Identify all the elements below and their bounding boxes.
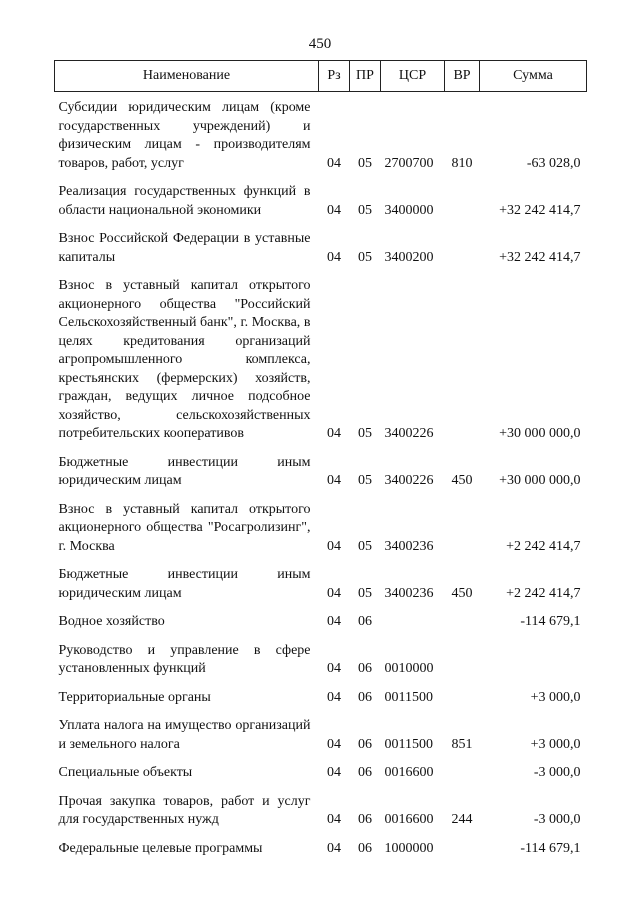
- cell-sum: -114 679,1: [520, 614, 581, 629]
- table-row: [55, 635, 587, 682]
- cell-pr: 05: [358, 473, 372, 488]
- header-pr: ПР: [350, 61, 381, 92]
- cell-name: Территориальные органы: [58, 689, 211, 705]
- table-row: [55, 494, 587, 560]
- cell-rz: 04: [327, 840, 341, 856]
- cell-pr: 06: [358, 812, 372, 827]
- header-name: Наименование: [55, 61, 319, 92]
- cell-sum: -3 000,0: [533, 812, 581, 827]
- table-body: [55, 92, 587, 862]
- cell-csr: [381, 606, 445, 635]
- cell-vr: [445, 682, 480, 711]
- header-rz: Рз: [319, 61, 350, 92]
- cell-vr: [445, 270, 480, 447]
- cell-csr: 0011500: [384, 689, 433, 705]
- cell-pr: 06: [358, 614, 372, 629]
- cell-csr: 3400226: [384, 426, 434, 441]
- cell-vr: [445, 494, 480, 560]
- cell-sum: +32 242 414,7: [499, 249, 581, 265]
- header-vr: ВР: [445, 61, 480, 92]
- table-row: [55, 606, 587, 635]
- cell-rz: 04: [327, 614, 341, 629]
- cell-pr: 05: [358, 202, 372, 218]
- cell-name: Взнос Российской Федерации в уставные капиталы: [58, 231, 311, 265]
- cell-vr: 851: [451, 736, 473, 752]
- cell-rz: 04: [327, 249, 341, 265]
- table-row: [55, 270, 587, 447]
- cell-pr: 06: [358, 765, 372, 780]
- cell-csr: 0011500: [384, 736, 433, 752]
- table-row: [55, 833, 587, 862]
- cell-rz: 04: [327, 812, 341, 827]
- cell-name: Взнос в уставный капитал открытого акционерного общества "Росагролизинг", г. Москва: [58, 501, 311, 554]
- cell-sum: +3 000,0: [530, 689, 581, 705]
- table-row: [55, 176, 587, 223]
- cell-csr: 3400200: [384, 249, 434, 265]
- cell-csr: 3400226: [384, 473, 434, 488]
- cell-csr: 0010000: [384, 661, 434, 676]
- cell-name: Специальные объекты: [58, 765, 193, 780]
- cell-csr: 2700700: [384, 155, 434, 171]
- cell-sum: +32 242 414,7: [499, 202, 581, 218]
- cell-pr: 05: [358, 249, 372, 265]
- cell-rz: 04: [327, 585, 341, 601]
- cell-sum: +2 242 414,7: [506, 538, 581, 554]
- cell-name: Руководство и управление в сфере установленных функций: [58, 642, 311, 676]
- cell-name: Водное хозяйство: [58, 614, 165, 629]
- cell-vr: [445, 176, 480, 223]
- cell-sum: [480, 635, 587, 682]
- cell-rz: 04: [327, 473, 341, 488]
- cell-pr: 05: [358, 155, 372, 171]
- cell-vr: [445, 833, 480, 862]
- cell-vr: [445, 606, 480, 635]
- cell-name: Федеральные целевые программы: [58, 840, 263, 856]
- table-row: [55, 786, 587, 833]
- cell-pr: 05: [358, 585, 372, 601]
- table-row: [55, 710, 587, 757]
- cell-rz: 04: [327, 661, 341, 676]
- cell-csr: 0016600: [384, 765, 434, 780]
- cell-csr: 0016600: [384, 812, 434, 827]
- table-row: [55, 559, 587, 606]
- cell-vr: 244: [451, 812, 473, 827]
- page-number: 450: [308, 36, 332, 52]
- table-row: [55, 447, 587, 494]
- cell-sum: +3 000,0: [530, 736, 581, 752]
- cell-pr: 05: [358, 426, 372, 441]
- cell-sum: +30 000 000,0: [499, 426, 581, 441]
- table-row: [55, 757, 587, 786]
- table-header-row: [55, 61, 587, 92]
- cell-csr: 3400236: [384, 538, 434, 554]
- cell-pr: 06: [358, 840, 372, 856]
- cell-vr: [445, 757, 480, 786]
- cell-csr: 3400236: [384, 585, 434, 601]
- cell-rz: 04: [327, 155, 341, 171]
- cell-rz: 04: [327, 202, 341, 218]
- cell-rz: 04: [327, 765, 341, 780]
- cell-sum: -3 000,0: [533, 765, 581, 780]
- cell-name: Субсидии юридическим лицам (кроме государственных учреждений) и физическим лицам - производителям товаров, работ, услуг: [58, 100, 311, 171]
- table-row: [55, 223, 587, 270]
- cell-name: Бюджетные инвестиции иным юридическим лицам: [58, 454, 311, 488]
- cell-name: Взнос в уставный капитал открытого акционерного общества "Российский Сельскохозяйственный банк", г. Москва, в целях кредитования организаций агропромышленного комплекса, крестьянских (фермерских) хозяйств, граждан, ведущих личное подсобное хозяйство, сельскохозяйственных потребительских кооперативов: [58, 278, 311, 441]
- cell-rz: 04: [327, 538, 341, 554]
- cell-pr: 06: [358, 661, 372, 676]
- budget-table: [54, 60, 587, 861]
- cell-name: Прочая закупка товаров, работ и услуг для государственных нужд: [58, 793, 311, 827]
- table-row: [55, 92, 587, 177]
- header-sum: Сумма: [480, 61, 587, 92]
- cell-pr: 06: [358, 689, 372, 705]
- cell-vr: 450: [451, 473, 473, 488]
- cell-rz: 04: [327, 426, 341, 441]
- cell-rz: 04: [327, 689, 341, 705]
- cell-pr: 05: [358, 538, 372, 554]
- cell-sum: +30 000 000,0: [499, 473, 581, 488]
- cell-rz: 04: [327, 736, 341, 752]
- cell-sum: +2 242 414,7: [506, 585, 581, 601]
- cell-vr: [445, 635, 480, 682]
- cell-vr: 810: [451, 155, 473, 171]
- cell-vr: 450: [451, 585, 473, 601]
- cell-csr: 1000000: [384, 840, 434, 856]
- cell-csr: 3400000: [384, 202, 434, 218]
- cell-name: Бюджетные инвестиции иным юридическим лицам: [58, 567, 311, 601]
- cell-name: Уплата налога на имущество организаций и земельного налога: [58, 718, 311, 752]
- cell-sum: -63 028,0: [526, 155, 581, 171]
- cell-name: Реализация государственных функций в области национальной экономики: [58, 184, 311, 218]
- header-csr: ЦСР: [381, 61, 445, 92]
- cell-pr: 06: [358, 736, 372, 752]
- table-row: [55, 682, 587, 711]
- cell-vr: [445, 223, 480, 270]
- cell-sum: -114 679,1: [520, 840, 581, 856]
